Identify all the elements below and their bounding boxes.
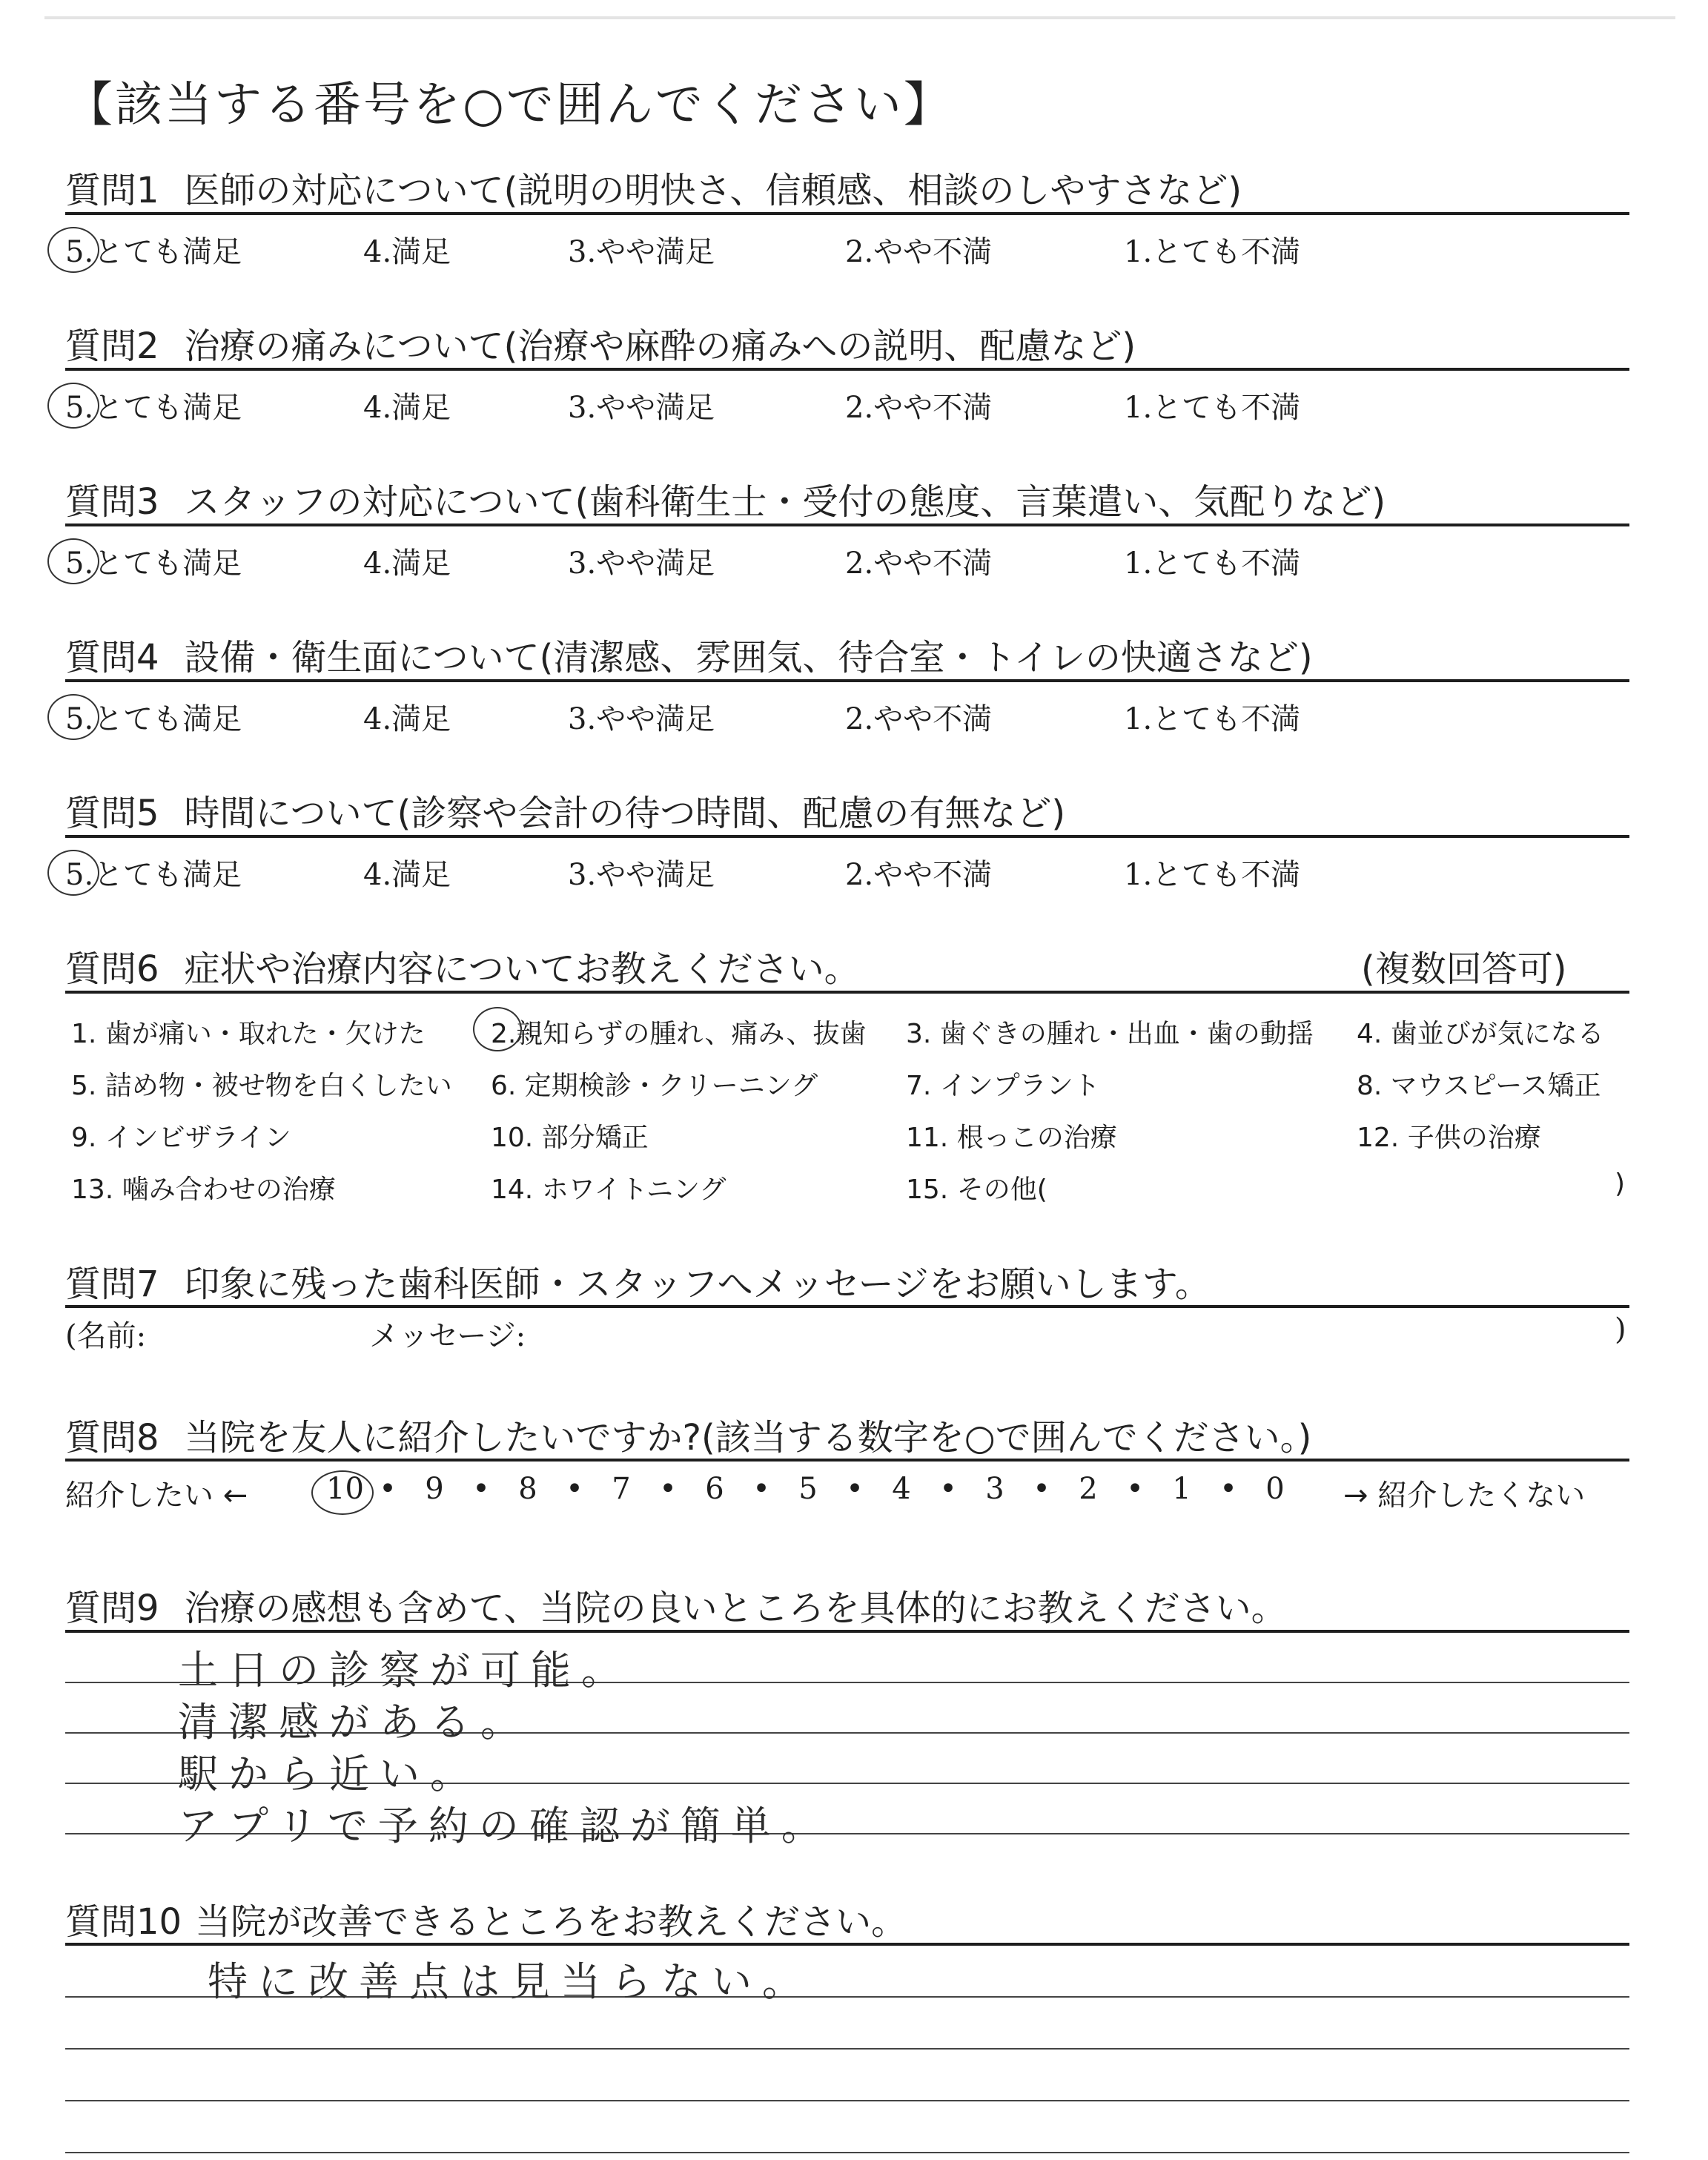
q10-rule [65, 1943, 1629, 1946]
q5-option-1: 1.とても不満 [1124, 858, 1301, 892]
q6-option-4: 4. 歯並びが気になる [1357, 1019, 1604, 1049]
q9-text: 治療の感想も含めて、当院の良いところを具体的にお教えください。 [184, 1588, 1287, 1629]
q6-option-13: 13. 噛み合わせの治療 [71, 1175, 336, 1205]
q6-option-5: 5. 詰め物・被せ物を白くしたい [71, 1071, 452, 1101]
q6-option-10: 10. 部分矯正 [491, 1123, 649, 1153]
q10-answer-line [65, 2100, 1629, 2101]
q5-number: 質問5 [65, 793, 159, 834]
q9-handwritten-answer: 駅から近い。 [178, 1751, 480, 1797]
q7-close-paren: ) [1615, 1312, 1626, 1347]
q8-rule [65, 1459, 1629, 1462]
q8-scale-6: 6 [705, 1472, 724, 1506]
q7-heading [65, 1255, 1211, 1307]
q5-option-3: 3.やや満足 [568, 858, 715, 892]
q6-option-11: 11. 根っこの治療 [906, 1123, 1117, 1153]
q6-option-8: 8. マウスピース矯正 [1357, 1071, 1601, 1101]
q2-text: 治療の痛みについて(治療や麻酔の痛みへの説明、配慮など) [184, 326, 1136, 367]
form-title: 【該当する番号を○で囲んでください】 [65, 78, 953, 133]
q6-option-3: 3. 歯ぐきの腫れ・出血・歯の動揺 [906, 1019, 1314, 1049]
q5-text: 時間について(診察や会計の待つ時間、配慮の有無など) [184, 793, 1066, 834]
q2-option-1: 1.とても不満 [1124, 391, 1301, 425]
q6-selection-circle [473, 1007, 522, 1051]
q4-number: 質問4 [65, 637, 159, 678]
q8-separator-dot: • [939, 1472, 957, 1506]
q6-option-1: 1. 歯が痛い・取れた・欠けた [71, 1019, 426, 1049]
q8-scale-2: 2 [1079, 1472, 1098, 1506]
q6-option-7: 7. インプラント [906, 1071, 1100, 1101]
q9-handwritten-answer: 土日の診察が可能。 [178, 1647, 632, 1694]
q1-text: 医師の対応について(説明の明快さ、信頼感、相談のしやすさなど) [184, 170, 1242, 211]
q3-selection-circle [47, 538, 99, 584]
q4-heading [65, 629, 1313, 680]
top-rule [44, 16, 1675, 19]
q8-separator-dot: • [566, 1472, 583, 1506]
q8-separator-dot: • [1219, 1472, 1237, 1506]
q8-selection-circle [311, 1470, 374, 1515]
q7-text: 印象に残った歯科医師・スタッフへメッセージをお願いします。 [184, 1264, 1211, 1305]
q6-option-6: 6. 定期検診・クリーニング [491, 1071, 818, 1101]
q6-option-2: 2.親知らずの腫れ、痛み、抜歯 [491, 1019, 867, 1049]
q8-scale-10: 10 [326, 1472, 364, 1506]
q8-right-label: → 紹介したくない [1343, 1479, 1586, 1513]
q9-heading [65, 1579, 1287, 1631]
q1-option-4: 4.満足 [363, 235, 451, 269]
q2-option-3: 3.やや満足 [568, 391, 715, 425]
q7-name-label: (名前: [65, 1319, 147, 1353]
q1-option-2: 2.やや不満 [845, 235, 993, 269]
q3-option-2: 2.やや不満 [845, 546, 993, 581]
q8-separator-dot: • [1033, 1472, 1050, 1506]
q6-text: 症状や治療内容についてお教えください。 [184, 948, 860, 990]
q8-text: 当院を友人に紹介したいですか?(該当する数字を○で囲んでください。) [184, 1417, 1312, 1459]
q3-option-1: 1.とても不満 [1124, 546, 1301, 581]
q2-option-4: 4.満足 [363, 391, 451, 425]
q8-scale-1: 1 [1172, 1472, 1191, 1506]
q1-selection-circle [47, 227, 99, 273]
q5-rule [65, 835, 1629, 838]
q2-heading [65, 317, 1136, 369]
q10-text: 当院が改善できるところをお教えください。 [195, 1901, 907, 1943]
q8-scale-4: 4 [892, 1472, 911, 1506]
q1-number: 質問1 [65, 170, 159, 211]
q3-option-5: 5.とても満足 [65, 546, 242, 581]
q8-number: 質問8 [65, 1417, 159, 1459]
q8-separator-dot: • [1126, 1472, 1144, 1506]
q2-option-5: 5.とても満足 [65, 391, 242, 425]
q7-rule [65, 1305, 1629, 1308]
q3-option-4: 4.満足 [363, 546, 451, 581]
q5-option-4: 4.満足 [363, 858, 451, 892]
q8-separator-dot: • [752, 1472, 770, 1506]
q6-option-14: 14. ホワイトニング [491, 1175, 726, 1205]
q4-option-5: 5.とても満足 [65, 702, 242, 736]
q7-message-label: メッセージ: [369, 1319, 526, 1353]
q3-heading [65, 473, 1386, 524]
q8-separator-dot: • [472, 1472, 490, 1506]
q8-separator-dot: • [379, 1472, 397, 1506]
q8-scale-9: 9 [425, 1472, 444, 1506]
q8-left-label: 紹介したい ← [65, 1479, 248, 1513]
q3-option-3: 3.やや満足 [568, 546, 715, 581]
q1-option-3: 3.やや満足 [568, 235, 715, 269]
q4-text: 設備・衛生面について(清潔感、雰囲気、待合室・トイレの快適さなど) [184, 637, 1313, 678]
q10-number: 質問10 [65, 1901, 182, 1943]
q4-option-4: 4.満足 [363, 702, 451, 736]
q4-option-3: 3.やや満足 [568, 702, 715, 736]
q5-selection-circle [47, 850, 99, 896]
q6-note: (複数回答可) [1361, 948, 1567, 990]
q8-scale-8: 8 [518, 1472, 537, 1506]
q4-rule [65, 679, 1629, 682]
q9-handwritten-answer: 清潔感がある。 [178, 1699, 531, 1745]
q1-heading [65, 162, 1242, 213]
q6-option-12: 12. 子供の治療 [1357, 1123, 1541, 1153]
q5-option-5: 5.とても満足 [65, 858, 242, 892]
q5-option-2: 2.やや不満 [845, 858, 993, 892]
q3-number: 質問3 [65, 481, 159, 523]
q6-number: 質問6 [65, 948, 159, 990]
q9-number: 質問9 [65, 1588, 159, 1629]
q3-text: スタッフの対応について(歯科衛生士・受付の態度、言葉遣い、気配りなど) [184, 481, 1386, 523]
q6-rule [65, 991, 1629, 994]
q4-option-2: 2.やや不満 [845, 702, 993, 736]
q2-selection-circle [47, 383, 99, 429]
q8-scale-7: 7 [612, 1472, 631, 1506]
q8-scale-0: 0 [1265, 1472, 1285, 1506]
q8-heading [65, 1409, 1311, 1460]
q6-option-9: 9. インビザライン [71, 1123, 291, 1153]
q6-option-15: 15. その他( [906, 1175, 1047, 1205]
q7-number: 質問7 [65, 1264, 159, 1305]
q2-rule [65, 368, 1629, 371]
q10-handwritten-answer: 特に改善点は見当らない。 [208, 1958, 812, 2005]
q10-heading [65, 1893, 907, 1944]
q8-scale-3: 3 [985, 1472, 1004, 1506]
q10-answer-line [65, 2048, 1629, 2050]
q8-separator-dot: • [846, 1472, 864, 1506]
q4-selection-circle [47, 694, 99, 740]
q1-option-5: 5.とても満足 [65, 235, 242, 269]
q8-separator-dot: • [659, 1472, 677, 1506]
q6-option-16: ) [1615, 1169, 1626, 1199]
q6-heading [65, 940, 860, 991]
q9-handwritten-answer: アプリで予約の確認が簡単。 [178, 1803, 832, 1849]
q5-heading [65, 785, 1065, 836]
q1-option-1: 1.とても不満 [1124, 235, 1301, 269]
q2-number: 質問2 [65, 326, 159, 367]
q8-scale-5: 5 [798, 1472, 818, 1506]
q1-rule [65, 212, 1629, 215]
q4-option-1: 1.とても不満 [1124, 702, 1301, 736]
q3-rule [65, 524, 1629, 526]
q2-option-2: 2.やや不満 [845, 391, 993, 425]
q9-rule [65, 1630, 1629, 1633]
q10-answer-line [65, 2152, 1629, 2153]
